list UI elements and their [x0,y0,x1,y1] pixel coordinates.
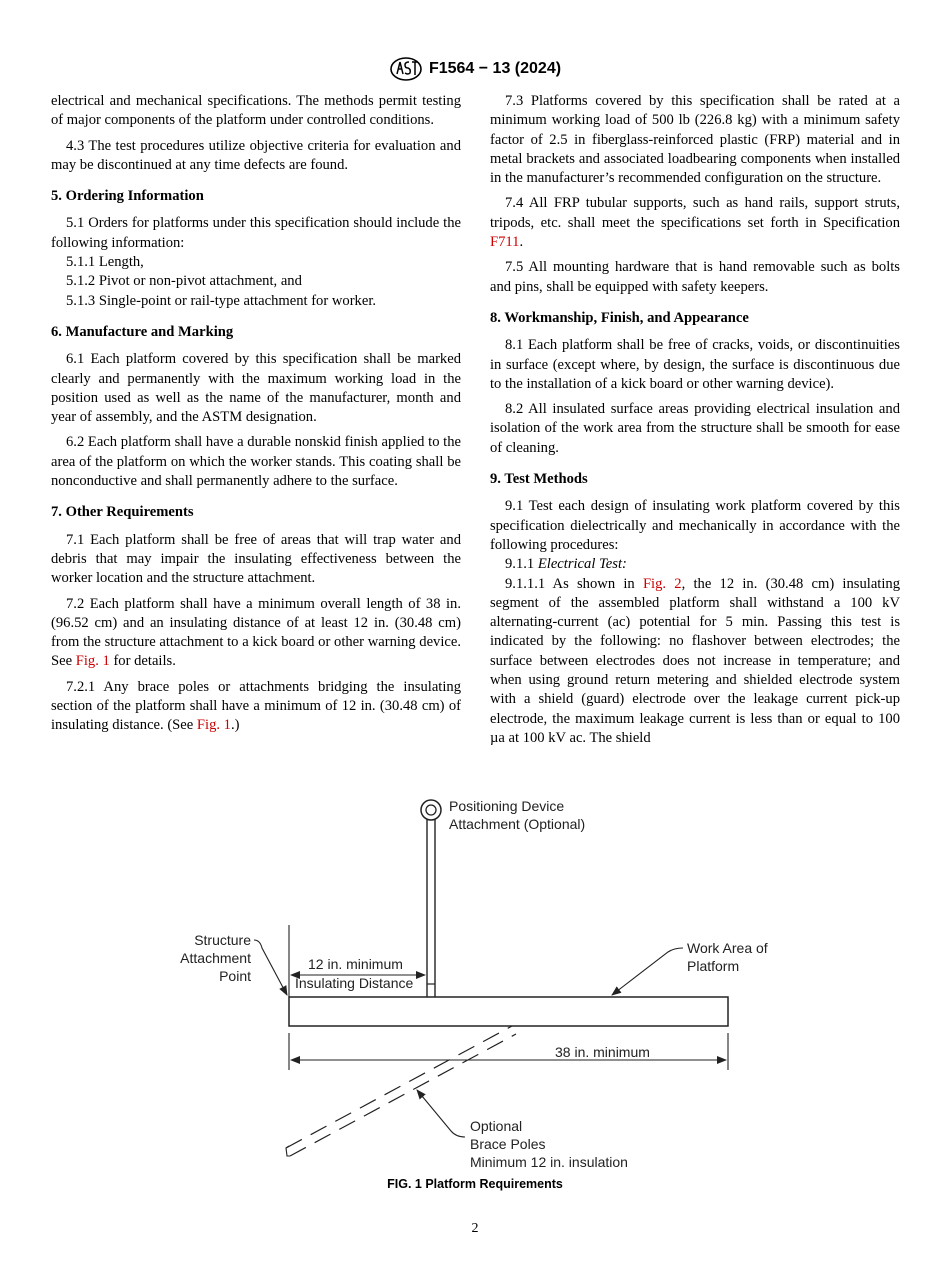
platform-bar [289,997,728,1026]
structure-label-2: Attachment [180,950,251,966]
fig-1-link[interactable]: Fig. 1 [75,653,110,670]
structure-leader-line [254,940,287,995]
brace-leader-line [417,1090,465,1137]
paragraph-5-1-2: 5.1.2 Pivot or non-pivot attachment, and [66,273,302,290]
paragraph-7-2-1: 7.2.1 Any brace poles or attachments bridging the insulating section of the platform shall have a minimum of 12 in. (30.48 cm) of insulating distance. (See Fig. 1.) [51,678,461,734]
figure-1-diagram [150,790,800,1180]
document-designation: F1564 − 13 (2024) [428,60,562,77]
structure-label-1: Structure [194,932,251,948]
left-column [51,92,461,742]
astm-logo-icon [389,56,423,82]
brace-label-3: Minimum 12 in. insulation [470,1154,628,1170]
positioning-device-post [421,800,441,997]
f711-link[interactable]: F711 [490,234,520,251]
paragraph-continued: electrical and mechanical specifications. The methods permit testing of major components of the platform under controlled conditions. [51,93,461,129]
paragraph-7-4: 7.4 All FRP tubular supports, such as hand rails, support struts, tripods, etc. shall meet the specifications set forth in Specification F711. [490,195,900,251]
paragraph-4-3: 4.3 The test procedures utilize objective criteria for evaluation and may be discontinued at any time defects are found. [51,137,461,173]
page-header [0,56,950,82]
paragraph-9-1: 9.1 Test each design of insulating work platform covered by this specification dielectrically and mechanically in accordance with the following procedures: [490,498,900,553]
right-column [490,92,900,754]
work-area-leader-line [612,948,683,995]
paragraph-5-1-1: 5.1.1 Length, [66,254,144,271]
work-area-label-2: Platform [687,958,740,974]
paragraph-9-1-1-1: 9.1.1.1 As shown in Fig. 2, the 12 in. (30.48 cm) insulating segment of the assembled platform shall withstand a 100 kV alternating-current (ac) potential for 5 min. Passing this test is indicated by the following: no flashover between electrodes; the surface between electrodes does not increase in temperature; and when using ground return metering and shielded electrode system with a shield (guard) electrode over the leakage current pick-up electrode, the maximum leakage current is less than or equal to 100 µa at 100 kV ac. The shield [490,575,900,746]
positioning-label-2: Attachment (Optional) [449,816,586,832]
insulating-distance-label: Insulating Distance [295,975,414,991]
positioning-label-1: Positioning Device [449,798,565,814]
structure-label-3: Point [219,968,251,984]
paragraph-8-1: 8.1 Each platform shall be free of cracks, voids, or discontinuities in surface (except where, by design, the surface is discontinuous due to the installation of a kick board or other warning device). [490,337,900,392]
section-8-heading: 8. Workmanship, Finish, and Appearance [490,309,749,326]
section-5-heading: 5. Ordering Information [51,188,204,205]
work-area-label-1: Work Area of [687,940,768,956]
paragraph-7-1: 7.1 Each platform shall be free of areas that will trap water and debris that may impair the insulating effectiveness between the worker location and the structure attachment. [51,531,461,587]
paragraph-5-1: 5.1 Orders for platforms under this specification should include the following information: [51,215,461,251]
paragraph-9-1-1: 9.1.1 Electrical Test: [505,556,627,573]
section-6-heading: 6. Manufacture and Marking [51,323,234,340]
brace-label-2: Brace Poles [470,1136,546,1152]
brace-label-1: Optional [470,1118,523,1134]
section-9-heading: 9. Test Methods [490,471,588,488]
page-number: 2 [471,1221,479,1236]
fig-2-link[interactable]: Fig. 2 [642,575,682,592]
paragraph-7-5: 7.5 All mounting hardware that is hand removable such as bolts and pins, shall be equipped with safety keepers. [490,259,900,295]
paragraph-6-2: 6.2 Each platform shall have a durable nonskid finish applied to the area of the platform on which the worker stands. This coating shall be nonconductive and shall permanently adhere to the surface. [51,434,461,490]
fig-1-link[interactable]: Fig. 1 [196,717,231,734]
paragraph-5-1-3: 5.1.3 Single-point or rail-type attachment for worker. [66,292,377,309]
paragraph-6-1: 6.1 Each platform covered by this specification shall be marked clearly and permanently with the maximum working load in the position used as well as the name of the manufacturer, month and year of assembly, and the ASTM designation. [51,351,461,426]
min-12-label: 12 in. minimum [308,956,403,972]
paragraph-8-2: 8.2 All insulated surface areas providing electrical insulation and isolation of the work area from the structure shall be smooth for ease of cleaning. [490,401,900,456]
min-38-label: 38 in. minimum [555,1044,650,1060]
paragraph-7-2: 7.2 Each platform shall have a minimum overall length of 38 in. (96.52 cm) and an insulating distance of at least 12 in. (30.48 cm) from the structure attachment to a kick board or other warning device. See Fig. 1 for details. [51,595,461,670]
paragraph-7-3: 7.3 Platforms covered by this specification shall be rated at a minimum working load of 500 lb (226.8 kg) with a minimum safety factor of 2.5 in fiberglass-reinforced plastic (FRP) material and in metal brackets and associated loadbearing components when installed in the manufacturer’s recommended configuration on the structure. [490,93,900,187]
section-7-heading: 7. Other Requirements [51,504,194,521]
figure-caption: FIG. 1 Platform Requirements [387,1177,563,1191]
